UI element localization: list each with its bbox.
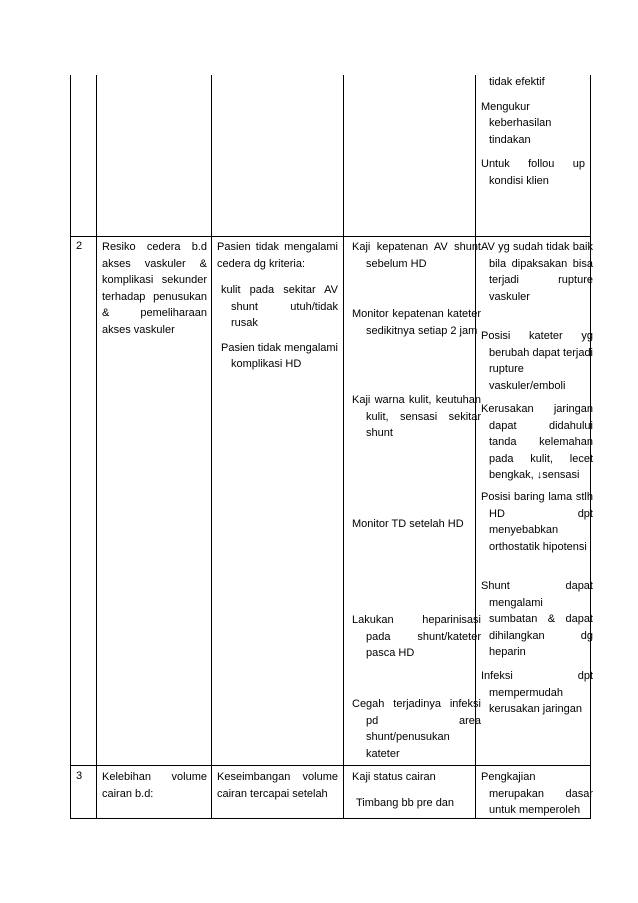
table-border-left xyxy=(70,75,71,819)
table-col-divider-1 xyxy=(96,75,97,819)
intervensi-item: Cegah terjadinya infeksi pd area shunt/penusukan kateter xyxy=(352,698,481,760)
row-divider-middle xyxy=(70,765,590,766)
rasional-item: Pengkajian merupakan dasar untuk memperoleh xyxy=(481,771,593,816)
intervensi-item: Kaji status cairan xyxy=(352,771,436,783)
rasional-item: Posisi kateter yg berubah dapat terjadi rupture vaskuler/emboli xyxy=(481,330,593,392)
tujuan-text: Keseimbangan volume cairan tercapai setelah xyxy=(217,771,338,800)
table-col-divider-3 xyxy=(343,75,344,819)
rasional-item: Shunt dapat mengalami sumbatan & dapat dihilangkan dg heparin xyxy=(481,580,593,658)
intervensi-item: Lakukan heparinisasi pada shunt/kateter pasca HD xyxy=(352,614,481,659)
tujuan-cell xyxy=(217,239,338,379)
row-number: 2 xyxy=(76,240,83,252)
rasional-item: Posisi baring lama stlh HD dpt menyebabkan orthostatik hipotensi xyxy=(481,491,593,553)
rasional-item: AV yg sudah tidak baik bila dipaksakan bisa terjadi rupture vaskuler xyxy=(481,241,593,303)
intervensi-item: Kaji kepatenan AV shunt sebelum HD xyxy=(352,241,481,270)
intervensi-item: Monitor TD setelah HD xyxy=(352,518,464,530)
table-col-divider-2 xyxy=(211,75,212,819)
top-row-rasional-cell xyxy=(481,74,585,195)
tujuan-item: kulit pada sekitar AV shunt utuh/tidak rusak xyxy=(221,284,338,329)
row-number: 3 xyxy=(76,770,83,782)
diagnosa-text: Kelebihan volume cairan b.d: xyxy=(102,771,207,800)
rasional-text: Untuk follou up kondisi klien xyxy=(481,158,585,187)
rasional-item: Infeksi dpt mempermudah kerusakan jaringan xyxy=(481,670,593,715)
tujuan-item: Pasien tidak mengalami komplikasi HD xyxy=(221,341,338,370)
rasional-text: Mengukur keberhasilan tindakan xyxy=(481,100,552,146)
intervensi-item: Timbang bb pre dan xyxy=(356,797,455,809)
intervensi-item: Monitor kepatenan kateter sedikitnya setiap 2 jam xyxy=(352,308,481,337)
rasional-text: tidak efektif xyxy=(489,76,545,88)
diagnosa-text: Resiko cedera b.d akses vaskuler & komplikasi sekunder terhadap penusukan & pemeliharaan akses vaskuler xyxy=(102,241,207,336)
intervensi-item: Kaji warna kulit, keutuhan kulit, sensasi sekitar shunt xyxy=(352,394,481,439)
tujuan-head: Pasien tidak mengalami cedera dg kriteria: xyxy=(217,241,338,270)
rasional-item: Kerusakan jaringan dapat didahului tanda kelemahan pada kulit, lecet bengkak, ↓sensasi xyxy=(481,403,593,481)
row-divider-top xyxy=(70,236,590,237)
